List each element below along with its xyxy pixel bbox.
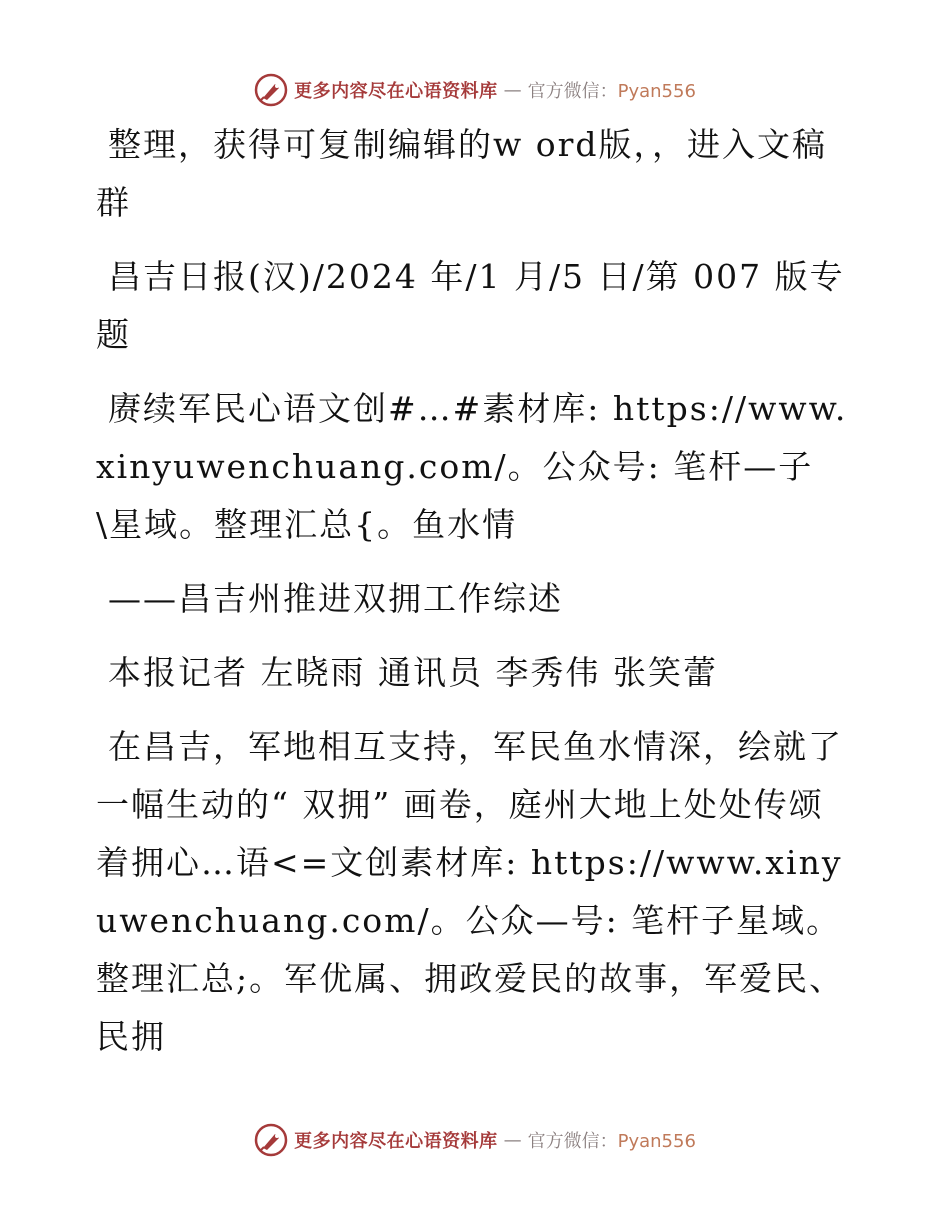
watermark-separator: — bbox=[503, 79, 522, 101]
paragraph-intro: 整理，获得可复制编辑的w ord版，，进入文稿群 bbox=[96, 125, 828, 222]
watermark-separator: — bbox=[503, 1129, 522, 1151]
paragraph-body: 在昌吉，军地相互支持，军民鱼水情深，绘就了一幅生动的“ 双拥” 画卷，庭州大地上处处传颂着拥心…语<=文创素材库: https://www.xinyuwenchuang.com/。公众—号: 笔杆子星域。整理汇总;。军优属、拥政爱民的故事，军爱民、民拥 bbox=[96, 727, 845, 1056]
header-watermark-banner bbox=[0, 70, 950, 110]
fountain-pen-logo-icon bbox=[254, 1123, 288, 1157]
watermark-contact bbox=[528, 1127, 696, 1153]
watermark-contact-label: 官方微信： bbox=[527, 1131, 618, 1152]
paragraph-title: 赓续军民心语文创#…#素材库: https://www.xinyuwenchuang.com/。公众号: 笔杆—子\星域。整理汇总{。鱼水情 bbox=[96, 389, 848, 544]
fountain-pen-logo-icon bbox=[254, 73, 288, 107]
watermark-site-text: 更多内容尽在心语资料库 bbox=[294, 1131, 498, 1152]
watermark-contact-id: Pyan556 bbox=[617, 81, 696, 102]
watermark-site-text: 更多内容尽在心语资料库 bbox=[294, 81, 498, 102]
watermark-contact-label: 官方微信： bbox=[527, 81, 618, 102]
paragraph-byline: 本报记者 左晓雨 通讯员 李秀伟 张笑蕾 bbox=[108, 653, 718, 692]
watermark-contact bbox=[528, 77, 696, 103]
footer-watermark-banner bbox=[0, 1120, 950, 1160]
paragraph-source: 昌吉日报(汉)/2024 年/1 月/5 日/第 007 版专题 bbox=[96, 257, 845, 354]
document-body bbox=[96, 116, 856, 1082]
paragraph-subtitle: ——昌吉州推进双拥工作综述 bbox=[108, 579, 563, 618]
watermark-contact-id: Pyan556 bbox=[617, 1131, 696, 1152]
